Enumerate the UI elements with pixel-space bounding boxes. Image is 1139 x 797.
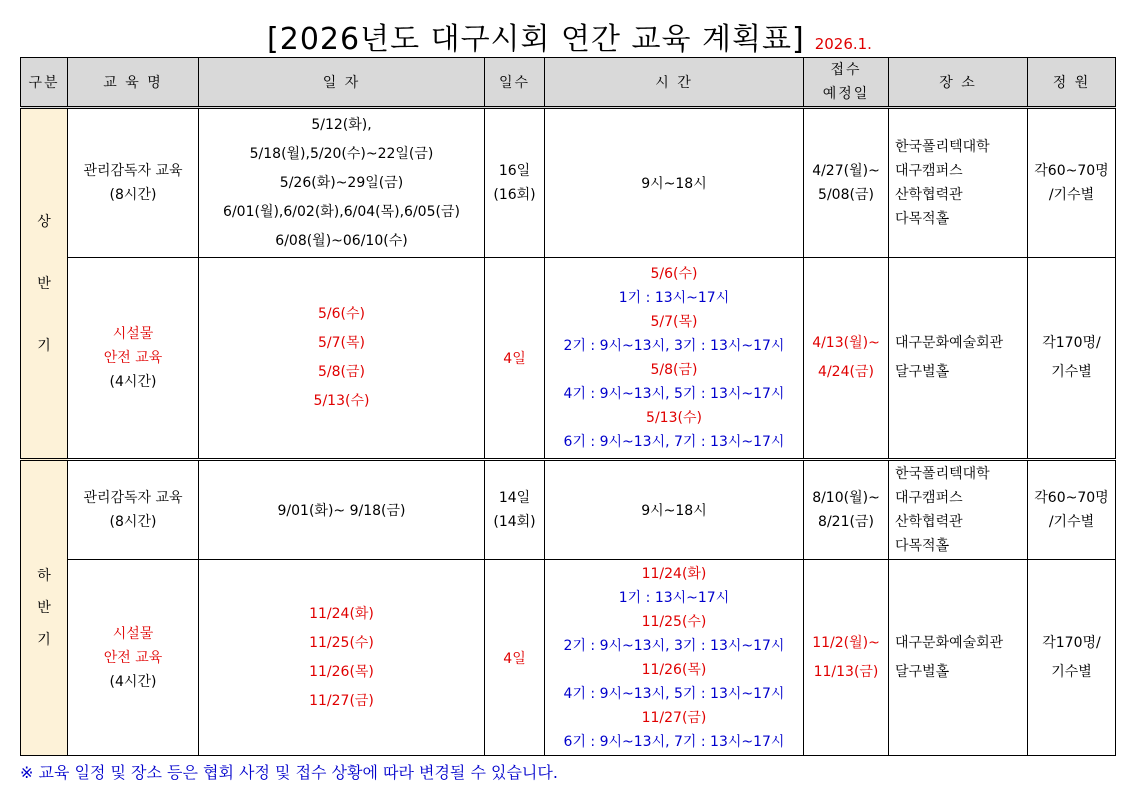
course-registration: 8/10(월)~ 8/21(금): [804, 460, 889, 560]
course-registration: 4/13(월)~ 4/24(금): [804, 258, 889, 460]
header-days: 일수: [485, 58, 545, 108]
course-dates: 11/24(화) 11/25(수) 11/26(목) 11/27(금): [199, 560, 485, 756]
course-days: 14일 (14회): [485, 460, 545, 560]
table-row: [21, 258, 1116, 460]
course-registration: 4/27(월)~ 5/08(금): [804, 108, 889, 258]
page-title: [2026년도 대구시회 연간 교육 계획표]: [267, 22, 805, 57]
education-plan-table: [20, 57, 1116, 756]
table-row: [21, 460, 1116, 560]
table-row: [21, 560, 1116, 756]
course-place: 대구문화예술회관 달구벌홀: [889, 258, 1028, 460]
course-time: 9시~18시: [545, 460, 804, 560]
footnote: ※ 교육 일정 및 장소 등은 협회 사정 및 접수 상황에 따라 변경될 수 있습니다.: [20, 763, 558, 782]
header-course: 교 육 명: [68, 58, 199, 108]
course-name: 시설물 안전 교육 (4시간): [68, 560, 199, 756]
table-row: [21, 108, 1116, 258]
course-time: 11/24(화) 1기 : 13시~17시 11/25(수) 2기 : 9시~13시, 3기 : 13시~17시 11/26(목) 4기 : 9시~13시, 5기 : 13시~17시 11/27(금) 6기 : 9시~13시, 7기 : 13시~17시: [545, 560, 804, 756]
course-days: 16일 (16회): [485, 108, 545, 258]
header-category: 구분: [21, 58, 68, 108]
header-time: 시 간: [545, 58, 804, 108]
course-place: 한국폴리텍대학 대구캠퍼스 산학협력관 다목적홀: [889, 108, 1028, 258]
title-block: [0, 14, 1139, 58]
course-days: 4일: [485, 258, 545, 460]
course-capacity: 각170명/ 기수별: [1028, 258, 1116, 460]
course-days: 4일: [485, 560, 545, 756]
course-time: 9시~18시: [545, 108, 804, 258]
header-capacity: 정 원: [1028, 58, 1116, 108]
course-time: 5/6(수) 1기 : 13시~17시 5/7(목) 2기 : 9시~13시, 3기 : 13시~17시 5/8(금) 4기 : 9시~13시, 5기 : 13시~17시 5/13(수) 6기 : 9시~13시, 7기 : 13시~17시: [545, 258, 804, 460]
course-dates: 5/12(화), 5/18(월),5/20(수)~22일(금) 5/26(화)~29일(금) 6/01(월),6/02(화),6/04(목),6/05(금) 6/08(월)~06/10(수): [199, 108, 485, 258]
course-name: 관리감독자 교육 (8시간): [68, 460, 199, 560]
course-registration: 11/2(월)~ 11/13(금): [804, 560, 889, 756]
table-header-row: [21, 58, 1116, 108]
header-dates: 일 자: [199, 58, 485, 108]
second-half-label: 하 반 기: [21, 460, 68, 756]
first-half-label: 상 반 기: [21, 108, 68, 460]
course-dates: 9/01(화)~ 9/18(금): [199, 460, 485, 560]
course-dates: 5/6(수) 5/7(목) 5/8(금) 5/13(수): [199, 258, 485, 460]
course-capacity: 각60~70명 /기수별: [1028, 108, 1116, 258]
header-place: 장 소: [889, 58, 1028, 108]
course-place: 대구문화예술회관 달구벌홀: [889, 560, 1028, 756]
course-place: 한국폴리텍대학 대구캠퍼스 산학협력관 다목적홀: [889, 460, 1028, 560]
title-date: 2026.1.: [814, 35, 872, 53]
course-capacity: 각170명/ 기수별: [1028, 560, 1116, 756]
course-name: 시설물 안전 교육 (4시간): [68, 258, 199, 460]
course-capacity: 각60~70명 /기수별: [1028, 460, 1116, 560]
course-name: 관리감독자 교육 (8시간): [68, 108, 199, 258]
header-registration: 접수 예정일: [804, 58, 889, 108]
